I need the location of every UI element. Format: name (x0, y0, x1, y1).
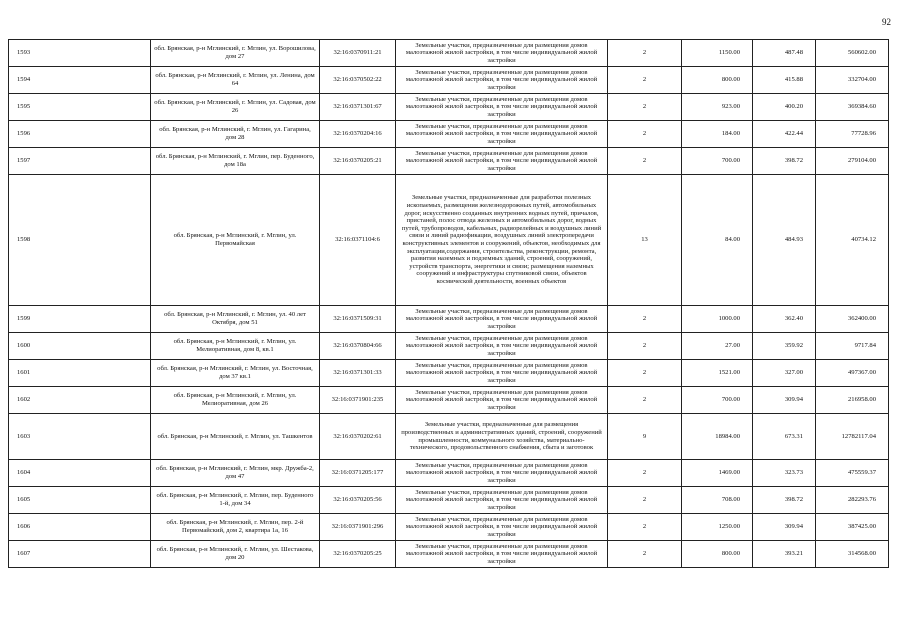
row-number: 1603 (9, 414, 151, 460)
row-number: 1597 (9, 148, 151, 175)
address-cell: обл. Брянская, р-н Мглинский, г. Мглин, пер. Буденного 1-й, дом 34 (151, 487, 320, 514)
permitted-use-cell: Земельные участки, предназначенные для размещения домов малоэтажной жилой застройки, в том числе индивидуальной жилой застройки (396, 94, 608, 121)
area-cell: 1521.00 (682, 360, 753, 387)
cadastral-number-cell: 32:16:0371104:6 (320, 175, 396, 306)
area-cell: 184.00 (682, 121, 753, 148)
cadastral-value-cell: 282293.76 (816, 487, 889, 514)
cadastral-value-cell: 12782117.04 (816, 414, 889, 460)
cadastral-number-cell: 32:16:0370202:61 (320, 414, 396, 460)
specific-value-cell: 484.93 (753, 175, 816, 306)
address-cell: обл. Брянская, р-н Мглинский, г. Мглин, ул. Ворошилова, дом 27 (151, 40, 320, 67)
permitted-use-cell: Земельные участки, предназначенные для размещения домов малоэтажной жилой застройки, в том числе индивидуальной жилой застройки (396, 487, 608, 514)
table-row (9, 360, 889, 387)
cadastral-value-cell: 279104.00 (816, 148, 889, 175)
area-cell: 84.00 (682, 175, 753, 306)
address-cell: обл. Брянская, р-н Мглинский, г. Мглин, мкр. Дружба-2, дом 47 (151, 460, 320, 487)
address-cell: обл. Брянская, р-н Мглинский, г. Мглин, ул. Ленина, дом 64 (151, 67, 320, 94)
cadastral-number-cell: 32:16:0370204:16 (320, 121, 396, 148)
address-cell: обл. Брянская, р-н Мглинский, г. Мглин, пер. Буденного, дом 18а (151, 148, 320, 175)
row-number: 1606 (9, 514, 151, 541)
specific-value-cell: 309.94 (753, 387, 816, 414)
row-number: 1593 (9, 40, 151, 67)
cadastral-number-cell: 32:16:0370205:56 (320, 487, 396, 514)
address-cell: обл. Брянская, р-н Мглинский, г. Мглин, ул. Гагарина, дом 28 (151, 121, 320, 148)
address-cell: обл. Брянская, р-н Мглинский, г. Мглин, ул. Ташкентов (151, 414, 320, 460)
cadastral-value-cell: 362400.00 (816, 306, 889, 333)
table-row (9, 460, 889, 487)
area-cell: 800.00 (682, 541, 753, 568)
row-number: 1601 (9, 360, 151, 387)
cadastral-number-cell: 32:16:0370911:21 (320, 40, 396, 67)
area-cell: 923.00 (682, 94, 753, 121)
area-cell: 700.00 (682, 387, 753, 414)
cadastral-value-cell: 216958.00 (816, 387, 889, 414)
category-cell: 2 (608, 67, 682, 94)
row-number: 1607 (9, 541, 151, 568)
specific-value-cell: 398.72 (753, 148, 816, 175)
permitted-use-cell: Земельные участки, предназначенные для размещения домов малоэтажной жилой застройки, в том числе индивидуальной жилой застройки (396, 40, 608, 67)
row-number: 1600 (9, 333, 151, 360)
cadastral-value-cell: 9717.84 (816, 333, 889, 360)
table-row (9, 94, 889, 121)
address-cell: обл. Брянская, р-н Мглинский, г. Мглин, ул. Мелиоративная, дом 8, кв.1 (151, 333, 320, 360)
category-cell: 2 (608, 387, 682, 414)
permitted-use-cell: Земельные участки, предназначенные для размещения домов малоэтажной жилой застройки, в том числе индивидуальной жилой застройки (396, 514, 608, 541)
specific-value-cell: 393.21 (753, 541, 816, 568)
area-cell: 800.00 (682, 67, 753, 94)
area-cell: 1000.00 (682, 306, 753, 333)
table-row (9, 40, 889, 67)
category-cell: 2 (608, 541, 682, 568)
cadastral-number-cell: 32:16:0371509:31 (320, 306, 396, 333)
cadastral-number-cell: 32:16:0371301:67 (320, 94, 396, 121)
cadastral-value-cell: 475559.37 (816, 460, 889, 487)
permitted-use-cell: Земельные участки, предназначенные для размещения домов малоэтажной жилой застройки, в том числе индивидуальной жилой застройки (396, 387, 608, 414)
cadastral-value-cell: 369384.60 (816, 94, 889, 121)
permitted-use-cell: Земельные участки, предназначенные для размещения домов малоэтажной жилой застройки, в том числе индивидуальной жилой застройки (396, 306, 608, 333)
specific-value-cell: 323.73 (753, 460, 816, 487)
page-number: 92 (882, 17, 891, 27)
cadastral-number-cell: 32:16:0370804:66 (320, 333, 396, 360)
permitted-use-cell: Земельные участки, предназначенные для размещения производственных и административных зданий, строений, сооружений промышленности, коммунального хозяйства, материально-технического, продовольственного снабжения, сбыта и заготовок (396, 414, 608, 460)
area-cell: 708.00 (682, 487, 753, 514)
specific-value-cell: 362.40 (753, 306, 816, 333)
table-row (9, 514, 889, 541)
address-cell: обл. Брянская, р-н Мглинский, г. Мглин, ул. Мелиоративная, дом 26 (151, 387, 320, 414)
row-number: 1602 (9, 387, 151, 414)
address-cell: обл. Брянская, р-н Мглинский, г. Мглин, ул. Восточная, дом 37 кв.1 (151, 360, 320, 387)
permitted-use-cell: Земельные участки, предназначенные для размещения домов малоэтажной жилой застройки, в том числе индивидуальной жилой застройки (396, 333, 608, 360)
cadastral-number-cell: 32:16:0370205:21 (320, 148, 396, 175)
cadastral-value-cell: 40734.12 (816, 175, 889, 306)
cadastral-value-cell: 77728.96 (816, 121, 889, 148)
row-number: 1594 (9, 67, 151, 94)
cadastral-number-cell: 32:16:0370205:25 (320, 541, 396, 568)
permitted-use-cell: Земельные участки, предназначенные для размещения домов малоэтажной жилой застройки, в том числе индивидуальной жилой застройки (396, 360, 608, 387)
table-row (9, 487, 889, 514)
address-cell: обл. Брянская, р-н Мглинский, г. Мглин, ул. 40 лет Октября, дом 51 (151, 306, 320, 333)
specific-value-cell: 400.20 (753, 94, 816, 121)
table-row (9, 306, 889, 333)
permitted-use-cell: Земельные участки, предназначенные для размещения домов малоэтажной жилой застройки, в том числе индивидуальной жилой застройки (396, 541, 608, 568)
category-cell: 2 (608, 121, 682, 148)
address-cell: обл. Брянская, р-н Мглинский, г. Мглин, ул. Шестакова, дом 20 (151, 541, 320, 568)
specific-value-cell: 415.88 (753, 67, 816, 94)
specific-value-cell: 309.94 (753, 514, 816, 541)
specific-value-cell: 487.48 (753, 40, 816, 67)
category-cell: 2 (608, 40, 682, 67)
category-cell: 2 (608, 360, 682, 387)
cadastral-number-cell: 32:16:0371205:177 (320, 460, 396, 487)
cadastral-number-cell: 32:16:0371301:33 (320, 360, 396, 387)
specific-value-cell: 398.72 (753, 487, 816, 514)
address-cell: обл. Брянская, р-н Мглинский, г. Мглин, пер. 2-й Первомайский, дом 2, квартира 1а, 16 (151, 514, 320, 541)
cadastral-value-table (8, 39, 889, 568)
specific-value-cell: 359.92 (753, 333, 816, 360)
permitted-use-cell: Земельные участки, предназначенные для разработки полезных ископаемых, размещения железнодорожных путей, автомобильных дорог, искусственно созданных внутренних водных путей, причалов, пристаней, полос отвода железных и автомобильных дорог, водных путей, трубопроводов, кабельных, радиорелейных и воздушных линий связи и линий радиофикации, воздушных линий электропередачи конструктивных элементов и сооружений, объектов, необходимых для эксплуатации,содержания, строительства, реконструкции, ремонта, развития наземных и подземных зданий, строений, сооружений, устройств транспорта, энергетики и связи; размещения наземных сооружений и инфраструктуры спутниковой связи, объектов космической деятельности, военных объектов (396, 175, 608, 306)
table-row (9, 67, 889, 94)
cadastral-number-cell: 32:16:0371901:235 (320, 387, 396, 414)
table-row (9, 387, 889, 414)
area-cell: 700.00 (682, 148, 753, 175)
table-row (9, 121, 889, 148)
category-cell: 2 (608, 333, 682, 360)
category-cell: 2 (608, 306, 682, 333)
row-number: 1604 (9, 460, 151, 487)
category-cell: 2 (608, 148, 682, 175)
cadastral-value-cell: 560602.00 (816, 40, 889, 67)
area-cell: 18984.00 (682, 414, 753, 460)
address-cell: обл. Брянская, р-н Мглинский, г. Мглин, ул. Первомайская (151, 175, 320, 306)
cadastral-value-cell: 497367.00 (816, 360, 889, 387)
table-row (9, 333, 889, 360)
specific-value-cell: 327.00 (753, 360, 816, 387)
table-row (9, 541, 889, 568)
category-cell: 9 (608, 414, 682, 460)
table-row (9, 414, 889, 460)
cadastral-value-cell: 314568.00 (816, 541, 889, 568)
row-number: 1599 (9, 306, 151, 333)
category-cell: 13 (608, 175, 682, 306)
permitted-use-cell: Земельные участки, предназначенные для размещения домов малоэтажной жилой застройки, в том числе индивидуальной жилой застройки (396, 121, 608, 148)
area-cell: 1150.00 (682, 40, 753, 67)
cadastral-number-cell: 32:16:0371901:296 (320, 514, 396, 541)
category-cell: 2 (608, 460, 682, 487)
permitted-use-cell: Земельные участки, предназначенные для размещения домов малоэтажной жилой застройки, в том числе индивидуальной жилой застройки (396, 67, 608, 94)
area-cell: 1469.00 (682, 460, 753, 487)
cadastral-number-cell: 32:16:0370502:22 (320, 67, 396, 94)
row-number: 1596 (9, 121, 151, 148)
category-cell: 2 (608, 514, 682, 541)
table-row (9, 175, 889, 306)
category-cell: 2 (608, 94, 682, 121)
address-cell: обл. Брянская, р-н Мглинский, г. Мглин, ул. Садовая, дом 26 (151, 94, 320, 121)
category-cell: 2 (608, 487, 682, 514)
area-cell: 27.00 (682, 333, 753, 360)
permitted-use-cell: Земельные участки, предназначенные для размещения домов малоэтажной жилой застройки, в том числе индивидуальной жилой застройки (396, 460, 608, 487)
table-row (9, 148, 889, 175)
specific-value-cell: 673.31 (753, 414, 816, 460)
area-cell: 1250.00 (682, 514, 753, 541)
row-number: 1595 (9, 94, 151, 121)
specific-value-cell: 422.44 (753, 121, 816, 148)
row-number: 1598 (9, 175, 151, 306)
permitted-use-cell: Земельные участки, предназначенные для размещения домов малоэтажной жилой застройки, в том числе индивидуальной жилой застройки (396, 148, 608, 175)
cadastral-value-cell: 332704.00 (816, 67, 889, 94)
row-number: 1605 (9, 487, 151, 514)
cadastral-value-cell: 387425.00 (816, 514, 889, 541)
